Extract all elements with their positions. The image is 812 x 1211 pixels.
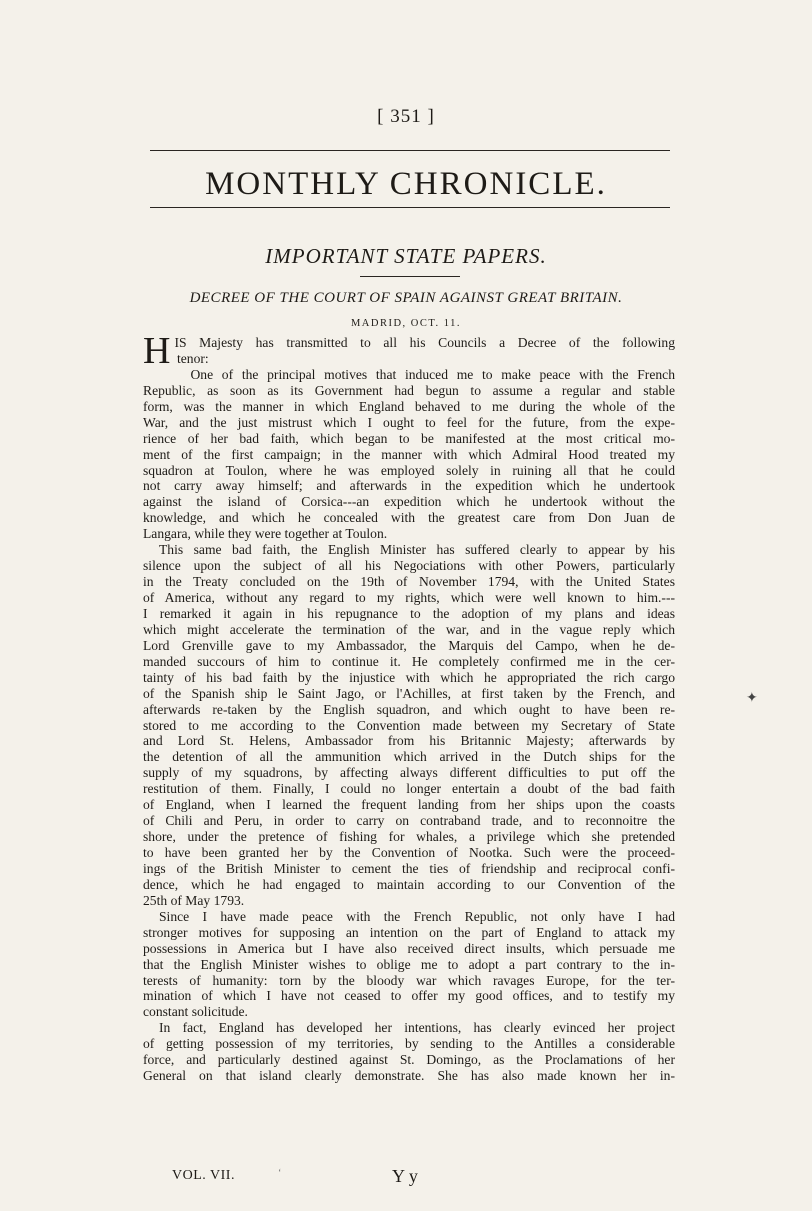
text-line: to have been granted her by the Convention of Nootka. Such were the proceed- bbox=[143, 845, 675, 860]
text-line: shore, under the pretence of fishing for whales, a privilege which she pretended bbox=[143, 829, 675, 845]
page-number: [ 351 ] bbox=[377, 106, 435, 127]
text-line: the detention of all the ammunition which arrived in the Dutch ships for the bbox=[143, 749, 675, 765]
text-line: against the island of Corsica---an expedition which he undertook without the bbox=[143, 494, 675, 510]
text-line: Since I have made peace with the French Republic, not only have I had bbox=[159, 908, 675, 924]
text-line: which might accelerate the termination of the war, and in the vague reply which bbox=[143, 621, 675, 637]
text-line: that the English Minister wishes to oblige me to adopt a part contrary to the in- bbox=[143, 956, 675, 972]
text-line: of America, without any regard to my rights, which were well known to him.--- bbox=[143, 590, 675, 605]
text-line: form, was the manner in which England behaved to me during the whole of the bbox=[143, 398, 675, 414]
text-line: stored to me according to the Convention made between my Secretary of State bbox=[143, 717, 675, 733]
text-line: not carry away himself; and afterwards in the expedition which he undertook bbox=[143, 478, 675, 494]
margin-ink-mark: ✦ bbox=[746, 691, 758, 706]
text-line: ings of the British Minister to cement the ties of friendship and reciprocal confi- bbox=[143, 860, 675, 876]
text-line: afterwards re-taken by the English squadron, and which ought to have been re- bbox=[143, 701, 675, 717]
volume-label: VOL. VII. bbox=[172, 1168, 235, 1183]
drop-cap: H bbox=[143, 330, 171, 372]
text-line: I remarked it again in his repugnance to the adoption of my plans and ideas bbox=[143, 605, 675, 621]
text-line: War, and the just mistrust which I ought to feel for the future, from the expe- bbox=[143, 414, 675, 430]
text-line: 25th of May 1793. bbox=[143, 892, 245, 908]
section-rule bbox=[360, 276, 460, 277]
masthead: MONTHLY CHRONICLE. bbox=[205, 166, 607, 202]
footer-tick-mark: ‘ bbox=[278, 1168, 282, 1179]
text-line: knowledge, and which he concealed with the greatest care from Don Juan de bbox=[143, 510, 675, 526]
text-line: ment of the first campaign; in the manner with which Admiral Hood treated my bbox=[143, 446, 675, 462]
text-line: of England, when I learned the frequent landing from her ships upon the coasts bbox=[143, 797, 675, 813]
text-line: constant solicitude. bbox=[143, 1004, 248, 1020]
section-title: IMPORTANT STATE PAPERS. bbox=[265, 244, 547, 268]
text-line: Republic, as soon as its Government had begun to assume a regular and stable bbox=[143, 382, 675, 398]
text-line: in the Treaty concluded on the 19th of November 1794, with the United States bbox=[143, 574, 675, 590]
top-rule bbox=[150, 150, 670, 151]
text-line: of the Spanish ship le Saint Jago, or l'Achilles, at first taken by the French, and bbox=[143, 685, 675, 701]
text-line: tenor: bbox=[177, 350, 209, 366]
text-line: silence upon the subject of all his Negociations with other Powers, particularly bbox=[143, 558, 675, 574]
text-line: dence, which he had engaged to maintain according to our Convention of the bbox=[143, 876, 675, 892]
text-line: tainty of his bad faith by the injustice with which he appropriated the rich cargo bbox=[143, 669, 675, 685]
text-line: terests of humanity: torn by the bloody war which ravages Europe, for the ter- bbox=[143, 972, 675, 988]
text-line: of Chili and Peru, in order to carry on contraband trade, and to reconnoitre the bbox=[143, 813, 675, 829]
text-line: manded succours of him to continue it. He completely confirmed me in the cer- bbox=[143, 653, 675, 669]
text-line: and Lord St. Helens, Ambassador from his Britannic Majesty; afterwards by bbox=[143, 733, 675, 749]
masthead-rule bbox=[150, 207, 670, 208]
article-body bbox=[143, 330, 675, 1084]
text-line: force, and particularly destined against St. Domingo, as the Proclamations of her bbox=[143, 1052, 675, 1068]
text-line: rience of her bad faith, which began to be manifested at the most critical mo- bbox=[143, 430, 675, 446]
text-line: IS Majesty has transmitted to all his Councils a Decree of the following bbox=[174, 335, 675, 350]
text-line: stronger motives for supposing an intention on the part of England to attack my bbox=[143, 924, 675, 940]
decree-title: DECREE OF THE COURT OF SPAIN AGAINST GREAT BRITAIN. bbox=[189, 290, 623, 306]
text-line: squadron at Toulon, where he was employed solely in ruining all that he could bbox=[143, 462, 675, 478]
text-line: supply of my squadrons, by affecting always different difficulties to put off the bbox=[143, 765, 675, 781]
text-line: One of the principal motives that induced me to make peace with the French bbox=[190, 366, 675, 382]
text-line: restitution of them. Finally, I could no longer entertain a doubt of the bad faith bbox=[143, 781, 675, 797]
text-line: of getting possession of my territories, by sending to the Antilles a considerable bbox=[143, 1036, 675, 1052]
dateline: MADRID, OCT. 11. bbox=[350, 318, 462, 329]
text-line: Langara, while they were together at Toulon. bbox=[143, 526, 388, 542]
text-line: This same bad faith, the English Minister has suffered clearly to appear by his bbox=[159, 542, 675, 558]
text-line: Lord Grenville gave to my Ambassador, the Marquis del Campo, when he de- bbox=[143, 637, 675, 653]
signature-mark: Y y bbox=[392, 1166, 418, 1186]
text-line: possessions in America but I have also received direct insults, which persuade me bbox=[143, 940, 675, 956]
text-line: mination of which I have not ceased to offer my good offices, and to testify my bbox=[143, 988, 675, 1004]
page-footer bbox=[0, 1168, 812, 1188]
text-line: In fact, England has developed her intentions, has clearly evinced her project bbox=[159, 1020, 675, 1036]
text-line: General on that island clearly demonstrate. She has also made known her in- bbox=[143, 1068, 675, 1084]
